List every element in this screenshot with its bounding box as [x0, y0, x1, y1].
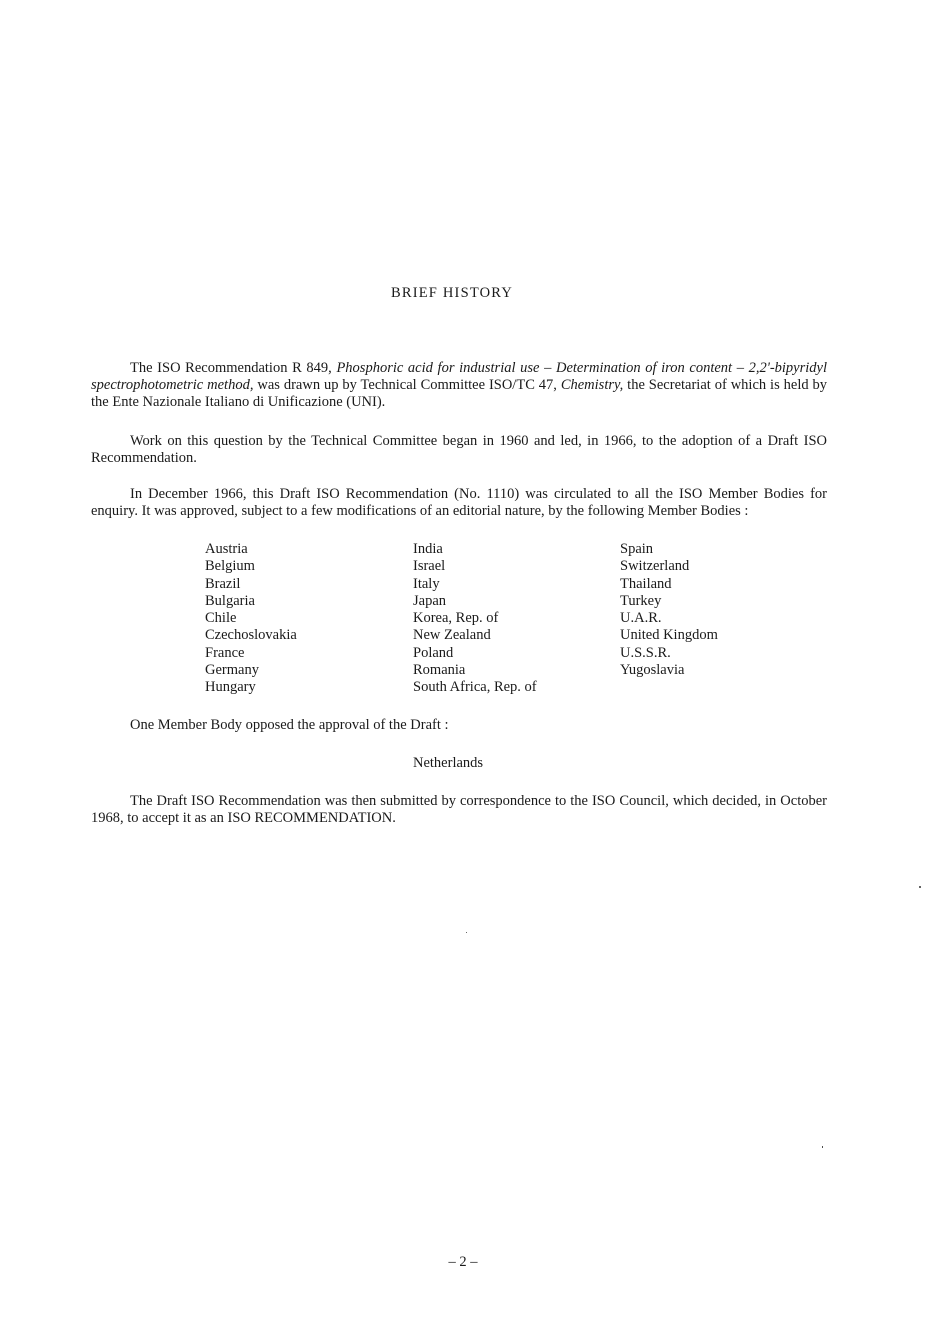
paragraph-work-text: Work on this question by the Technical Committee began in 1960 and led, in 1966, to the adoption of a Draft ISO Recommendation. — [91, 433, 827, 466]
member-body: Japan — [413, 592, 447, 609]
member-body: Bulgaria — [205, 592, 255, 609]
member-body: Hungary — [205, 679, 256, 696]
member-body: U.S.S.R. — [620, 644, 671, 661]
member-body: United Kingdom — [620, 627, 718, 644]
member-body: Brazil — [205, 575, 241, 592]
paragraph-work — [91, 433, 827, 467]
member-column-3 — [620, 541, 718, 679]
member-body: Germany — [205, 662, 259, 679]
paragraph-enquiry-text: In December 1966, this Draft ISO Recommendation (No. 1110) was circulated to all the ISO Member Bodies for enquiry. It was approved, subject to a few modifications of an editorial nature, by the following Member Bodies : — [91, 486, 827, 519]
member-body: Israel — [413, 558, 446, 575]
page-number: – 2 – — [448, 1254, 478, 1270]
scan-speck — [466, 932, 467, 933]
member-body: India — [413, 541, 443, 557]
member-body: Czechoslovakia — [205, 627, 297, 644]
paragraph-origin-prefix: The ISO Recommendation R 849, — [130, 360, 337, 376]
member-body: Switzerland — [620, 558, 690, 575]
paragraph-enquiry — [91, 486, 827, 520]
paragraph-acceptance-text: The Draft ISO Recommendation was then submitted by correspondence to the ISO Council, which decided, in October 1968, to accept it as an ISO RECOMMENDATION. — [91, 793, 827, 826]
member-body: Romania — [413, 662, 466, 679]
opposition-statement: One Member Body opposed the approval of the Draft : — [130, 717, 449, 733]
committee-name: Chemistry, — [560, 377, 624, 393]
member-body: U.A.R. — [620, 610, 662, 627]
member-body: Poland — [413, 644, 454, 661]
page-title: BRIEF HISTORY — [390, 285, 514, 301]
opposing-member-body: Netherlands — [413, 755, 484, 771]
paragraph-origin — [91, 360, 827, 411]
member-body: Thailand — [620, 575, 672, 592]
member-column-1 — [205, 541, 297, 697]
scan-speck — [822, 1146, 823, 1148]
member-body: Italy — [413, 575, 440, 592]
member-body: France — [205, 644, 245, 661]
recommendation-title: Phosphoric acid for industrial use – Determination of iron content – 2,2'-bipyridyl spectrophotometric method, — [91, 360, 828, 393]
member-column-2 — [413, 541, 537, 697]
member-body: Korea, Rep. of — [413, 610, 499, 627]
paragraph-acceptance — [91, 793, 827, 827]
member-body: New Zealand — [413, 627, 491, 644]
member-body: Belgium — [205, 558, 255, 575]
member-body: Spain — [620, 541, 654, 557]
paragraph-origin-middle: was drawn up by Technical Committee ISO/TC 47, — [253, 377, 561, 393]
member-body: South Africa, Rep. of — [413, 679, 537, 696]
member-body: Turkey — [620, 592, 662, 609]
member-body: Austria — [205, 541, 248, 557]
scan-speck — [919, 886, 921, 888]
member-body: Yugoslavia — [620, 662, 685, 679]
member-body: Chile — [205, 610, 237, 627]
paragraph-origin-suffix: the Secretariat of which is held by the Ente Nazionale Italiano di Unificazione (UNI). — [91, 377, 828, 410]
